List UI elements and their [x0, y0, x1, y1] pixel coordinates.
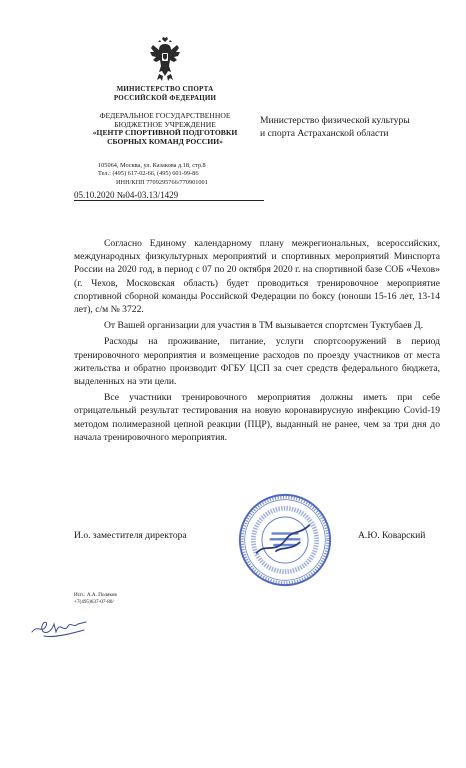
- sender-address-block: [98, 162, 258, 187]
- reference-underline: [74, 200, 264, 201]
- eagle-emblem-icon: [147, 36, 183, 82]
- sender-phone: Тел.: (495) 617-02-66, (495) 601-99-86: [98, 170, 199, 178]
- body-paragraph-4: Все участники тренировочного мероприятия должны иметь при себе отрицательный результат тестирования на новую коронавирусную инфекцию Covid-19 методом полимеразной цепной реакции (ПЦР), выданный не ранее, чем за три дня до начала тренировочного мероприятия.: [74, 392, 440, 443]
- body-paragraph-3: Расходы на проживание, питание, услуги спортсооружений в период тренировочного мероприятия и возмещение расходов по проезду участников от места жительства и обратно производит ФГБУ ЦСП за счет средств федерального бюджета, выделенных на эти цели.: [74, 336, 440, 388]
- outgoing-reference: 05.10.2020 №04-03.13/1429: [74, 190, 179, 200]
- executor-phone: +7(495)637-07-80/: [74, 599, 114, 605]
- signatory-name: А.Ю. Коварский: [358, 530, 426, 541]
- org-line1: ФЕДЕРАЛЬНОЕ ГОСУДАРСТВЕННОЕ: [99, 111, 231, 120]
- sender-address: 105064, Москва, ул. Казакова д.18, стр.8: [98, 162, 206, 169]
- org-line3: «ЦЕНТР СПОРТИВНОЙ ПОДГОТОВКИ: [92, 128, 238, 138]
- org-line4: СБОРНЫХ КОМАНД РОССИИ»: [107, 136, 223, 146]
- executor-block: [74, 592, 117, 606]
- org-line2: БЮДЖЕТНОЕ УЧРЕЖДЕНИЕ: [114, 119, 216, 129]
- addressee-line1: Министерство физической культуры: [260, 115, 410, 126]
- sender-inn: ИНН/КПП 7709295766/770901001: [116, 178, 208, 186]
- addressee-block: [260, 114, 450, 140]
- body-paragraph-1: Согласно Единому календарному плану межрегиональных, всероссийских, международных физкультурных мероприятий и спортивных мероприятий Минспорта России на 2020 год, в период с 07 по 20 октября 2020 г. на спортивной базе СОБ «Чехов» (г. Чехов, Московская область) будет проводиться тренировочное мероприятие спортивной сборной команды Российской Федерации по боксу (юноши 15-16 лет, 13-14 лет), с/м № 3722.: [74, 238, 440, 316]
- handwritten-signature-icon: [30, 612, 88, 640]
- addressee-line2: и спорта Астраханской области: [260, 128, 389, 139]
- body-paragraph-2: От Вашей организации для участия в ТМ вызывается спортсмен Туктубаев Д.: [104, 320, 424, 332]
- letter-body: [74, 237, 440, 447]
- ministry-name-line1: МИНИСТЕРСТВО СПОРТА: [116, 85, 214, 93]
- organization-name: [76, 112, 254, 146]
- executor-name: Исп.: А.А. Поляков: [74, 592, 117, 598]
- ministry-name-line2: РОССИЙСКОЙ ФЕДЕРАЦИИ: [113, 94, 217, 102]
- round-stamp-icon: [236, 492, 334, 588]
- signatory-role: И.о. заместителя директора: [74, 530, 187, 541]
